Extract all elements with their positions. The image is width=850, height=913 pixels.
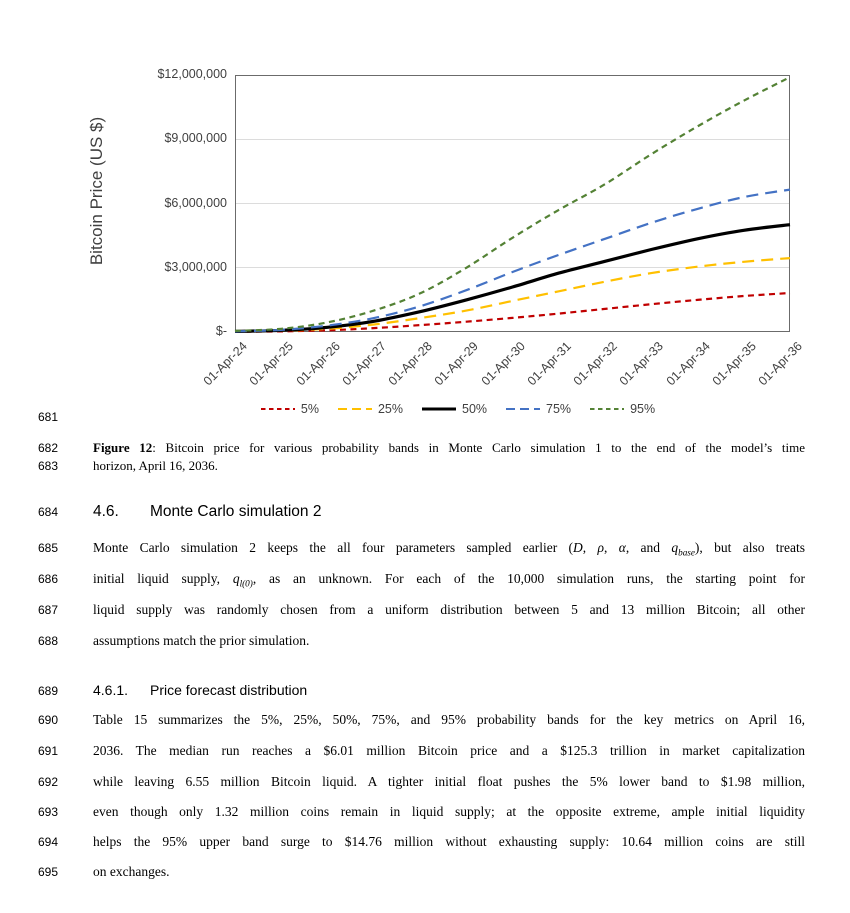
legend-line-sample bbox=[589, 403, 625, 415]
section-number: 4.6.1. bbox=[93, 682, 129, 698]
x-tick-label: 01-Apr-35 bbox=[709, 339, 759, 389]
legend-item-95% bbox=[589, 402, 655, 416]
legend-line-sample bbox=[505, 403, 541, 415]
legend-line-sample bbox=[421, 403, 457, 415]
line-number: 689 bbox=[38, 684, 59, 698]
body-text-line: on exchanges. bbox=[93, 864, 170, 879]
section-heading-4-6 bbox=[93, 502, 805, 521]
line-686 bbox=[38, 571, 805, 590]
legend-line-sample bbox=[260, 403, 296, 415]
line-number: 682 bbox=[38, 441, 59, 455]
x-tick-label: 01-Apr-29 bbox=[431, 339, 482, 389]
line-689 bbox=[38, 682, 805, 700]
body-text-line: initial liquid supply, $q_{l(0)}$, as an unknown. For each of the 10,000 simulation runs, the starting point for bbox=[93, 571, 805, 589]
section-title: Price forecast distribution bbox=[150, 682, 308, 698]
line-number: 686 bbox=[38, 572, 59, 586]
line-685 bbox=[38, 540, 805, 559]
line-682 bbox=[38, 440, 805, 456]
line-number: 693 bbox=[38, 805, 59, 819]
line-683 bbox=[38, 458, 805, 474]
line-691 bbox=[38, 743, 805, 760]
legend-label: 50% bbox=[462, 402, 488, 416]
line-number: 688 bbox=[38, 634, 59, 648]
line-number: 685 bbox=[38, 541, 59, 555]
probability-band-curves bbox=[235, 75, 790, 332]
figure-caption-line-1: Figure 12: Bitcoin price for various probability bands in Monte Carlo simulation 1 to the end of the model’s time bbox=[93, 440, 805, 455]
legend-label: 5% bbox=[300, 402, 319, 416]
legend-item-50% bbox=[421, 402, 487, 416]
x-tick-label: 01-Apr-33 bbox=[616, 339, 667, 389]
legend-label: 75% bbox=[546, 402, 572, 416]
body-text-line: liquid supply was randomly chosen from a uniform distribution between 5 and 13 million Bitcoin; all other bbox=[93, 602, 805, 617]
legend-item-5% bbox=[260, 402, 319, 416]
body-text-line: 2036. The median run reaches a $6.01 million Bitcoin price and a $125.3 trillion in market capitalization bbox=[93, 743, 805, 758]
x-tick-label: 01-Apr-25 bbox=[246, 339, 297, 389]
line-694 bbox=[38, 834, 805, 851]
y-tick-label: $12,000,000 bbox=[157, 67, 227, 81]
line-695 bbox=[38, 864, 805, 881]
line-687 bbox=[38, 602, 805, 619]
line-692 bbox=[38, 774, 805, 791]
series-curve-50% bbox=[235, 225, 790, 332]
series-curve-95% bbox=[235, 77, 790, 331]
line-684 bbox=[38, 502, 805, 521]
legend-line-sample bbox=[337, 403, 373, 415]
line-690 bbox=[38, 712, 805, 729]
line-number: 694 bbox=[38, 835, 59, 849]
x-tick-label: 01-Apr-28 bbox=[385, 339, 435, 389]
x-tick-label: 01-Apr-34 bbox=[663, 339, 713, 389]
x-tick-label: 01-Apr-26 bbox=[293, 339, 343, 389]
legend-label: 95% bbox=[630, 402, 656, 416]
line-number: 684 bbox=[38, 505, 59, 519]
body-text-line: even though only 1.32 million coins remain in liquid supply; at the opposite extreme, ample initial liquidity bbox=[93, 804, 805, 819]
x-tick-label: 01-Apr-36 bbox=[755, 339, 805, 389]
x-tick-label: 01-Apr-27 bbox=[339, 339, 389, 389]
line-number: 695 bbox=[38, 865, 59, 879]
y-tick-label: $6,000,000 bbox=[164, 195, 227, 210]
body-text-line: Table 15 summarizes the 5%, 25%, 50%, 75%, and 95% probability bands for the key metrics on April 16, bbox=[93, 712, 805, 727]
series-curve-25% bbox=[235, 258, 790, 332]
legend-item-75% bbox=[505, 402, 571, 416]
y-tick-label: $- bbox=[215, 324, 227, 338]
section-heading-4-6-1 bbox=[93, 682, 805, 700]
y-tick-label: $3,000,000 bbox=[164, 259, 227, 274]
section-number: 4.6. bbox=[93, 503, 119, 520]
x-tick-label: 01-Apr-30 bbox=[478, 339, 528, 389]
line-number: 681 bbox=[38, 410, 59, 424]
x-tick-label: 01-Apr-32 bbox=[570, 339, 620, 389]
chart-legend bbox=[180, 402, 735, 416]
line-number: 692 bbox=[38, 775, 59, 789]
body-text-line: Monte Carlo simulation 2 keeps the all four parameters sampled earlier (D, ρ, α, and $q_{base}$), but also treats bbox=[93, 540, 806, 558]
line-688 bbox=[38, 633, 805, 650]
y-axis-title: Bitcoin Price (US $) bbox=[87, 116, 106, 266]
y-tick-label: $9,000,000 bbox=[164, 131, 227, 146]
x-tick-label: 01-Apr-31 bbox=[524, 339, 574, 389]
line-number: 690 bbox=[38, 713, 59, 727]
figure-caption-line-2: horizon, April 16, 2036. bbox=[93, 458, 218, 473]
section-title: Monte Carlo simulation 2 bbox=[150, 503, 322, 520]
body-text-line: helps the 95% upper band surge to $14.76 million without exhausting supply: 10.64 million coins are still bbox=[93, 834, 805, 849]
line-693 bbox=[38, 804, 805, 821]
legend-label: 25% bbox=[377, 402, 403, 416]
line-number: 691 bbox=[38, 744, 59, 758]
body-text-line: assumptions match the prior simulation. bbox=[93, 633, 310, 648]
line-number: 687 bbox=[38, 603, 59, 617]
figure-label: Figure 12 bbox=[93, 440, 153, 455]
body-text-line: while leaving 6.55 million Bitcoin liquid. A tighter initial float pushes the 5% lower band to $1.98 million, bbox=[93, 774, 805, 789]
series-curve-75% bbox=[235, 190, 790, 332]
line-number: 683 bbox=[38, 459, 59, 473]
x-tick-label: 01-Apr-24 bbox=[200, 339, 250, 389]
line-681 bbox=[38, 410, 93, 424]
legend-item-25% bbox=[337, 402, 403, 416]
